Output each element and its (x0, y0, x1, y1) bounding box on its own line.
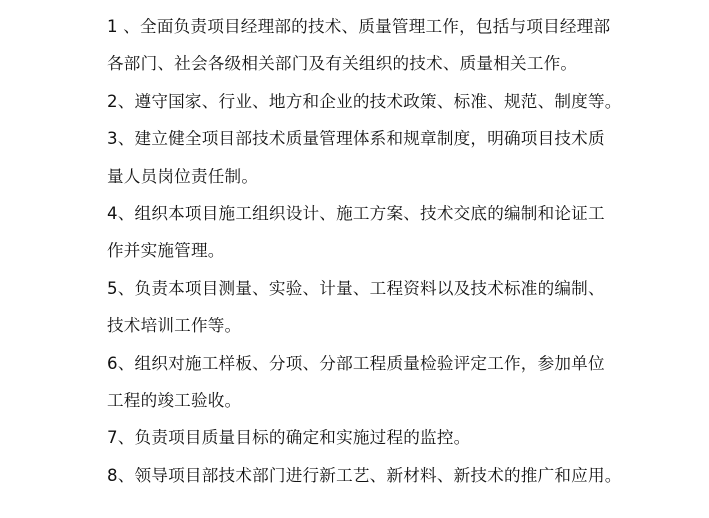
paragraph-line: 1 、全面负责项目经理部的技术、质量管理工作，包括与项目经理部 (107, 17, 611, 36)
paragraph-line: 量人员岗位责任制。 (107, 166, 259, 186)
paragraph-line: 7、负责项目质量目标的确定和实施过程的监控。 (107, 428, 471, 448)
paragraph-line: 工程的竣工验收。 (107, 390, 242, 410)
paragraph-line: 6、组织对施工样板、分项、分部工程质量检验评定工作，参加单位 (107, 353, 605, 373)
list-item (107, 424, 627, 461)
paragraph-line: 3、建立健全项目部技术质量管理体系和规章制度，明确项目技术质 (107, 129, 605, 149)
paragraph-line: 各部门、社会各级相关部门及有关组织的技术、质量相关工作。 (107, 54, 578, 74)
paragraph-line: 2、遵守国家、行业、地方和企业的技术政策、标准、规范、制度等。 (107, 91, 622, 111)
document-body (107, 13, 627, 499)
paragraph-line: 5、负责本项目测量、实验、计量、工程资料以及技术标准的编制、 (107, 278, 605, 298)
paragraph-line: 技术培训工作等。 (107, 316, 242, 336)
list-item (107, 275, 627, 350)
paragraph-line: 作并实施管理。 (107, 241, 225, 261)
paragraph-line: 8、领导项目部技术部门进行新工艺、新材料、新技术的推广和应用。 (107, 465, 622, 485)
list-item (107, 125, 627, 200)
list-item (107, 350, 627, 425)
paragraph-line: 4、组织本项目施工组织设计、施工方案、技术交底的编制和论证工 (107, 203, 605, 223)
list-item (107, 88, 627, 125)
list-item (107, 13, 627, 88)
list-item (107, 462, 627, 499)
list-item (107, 200, 627, 275)
